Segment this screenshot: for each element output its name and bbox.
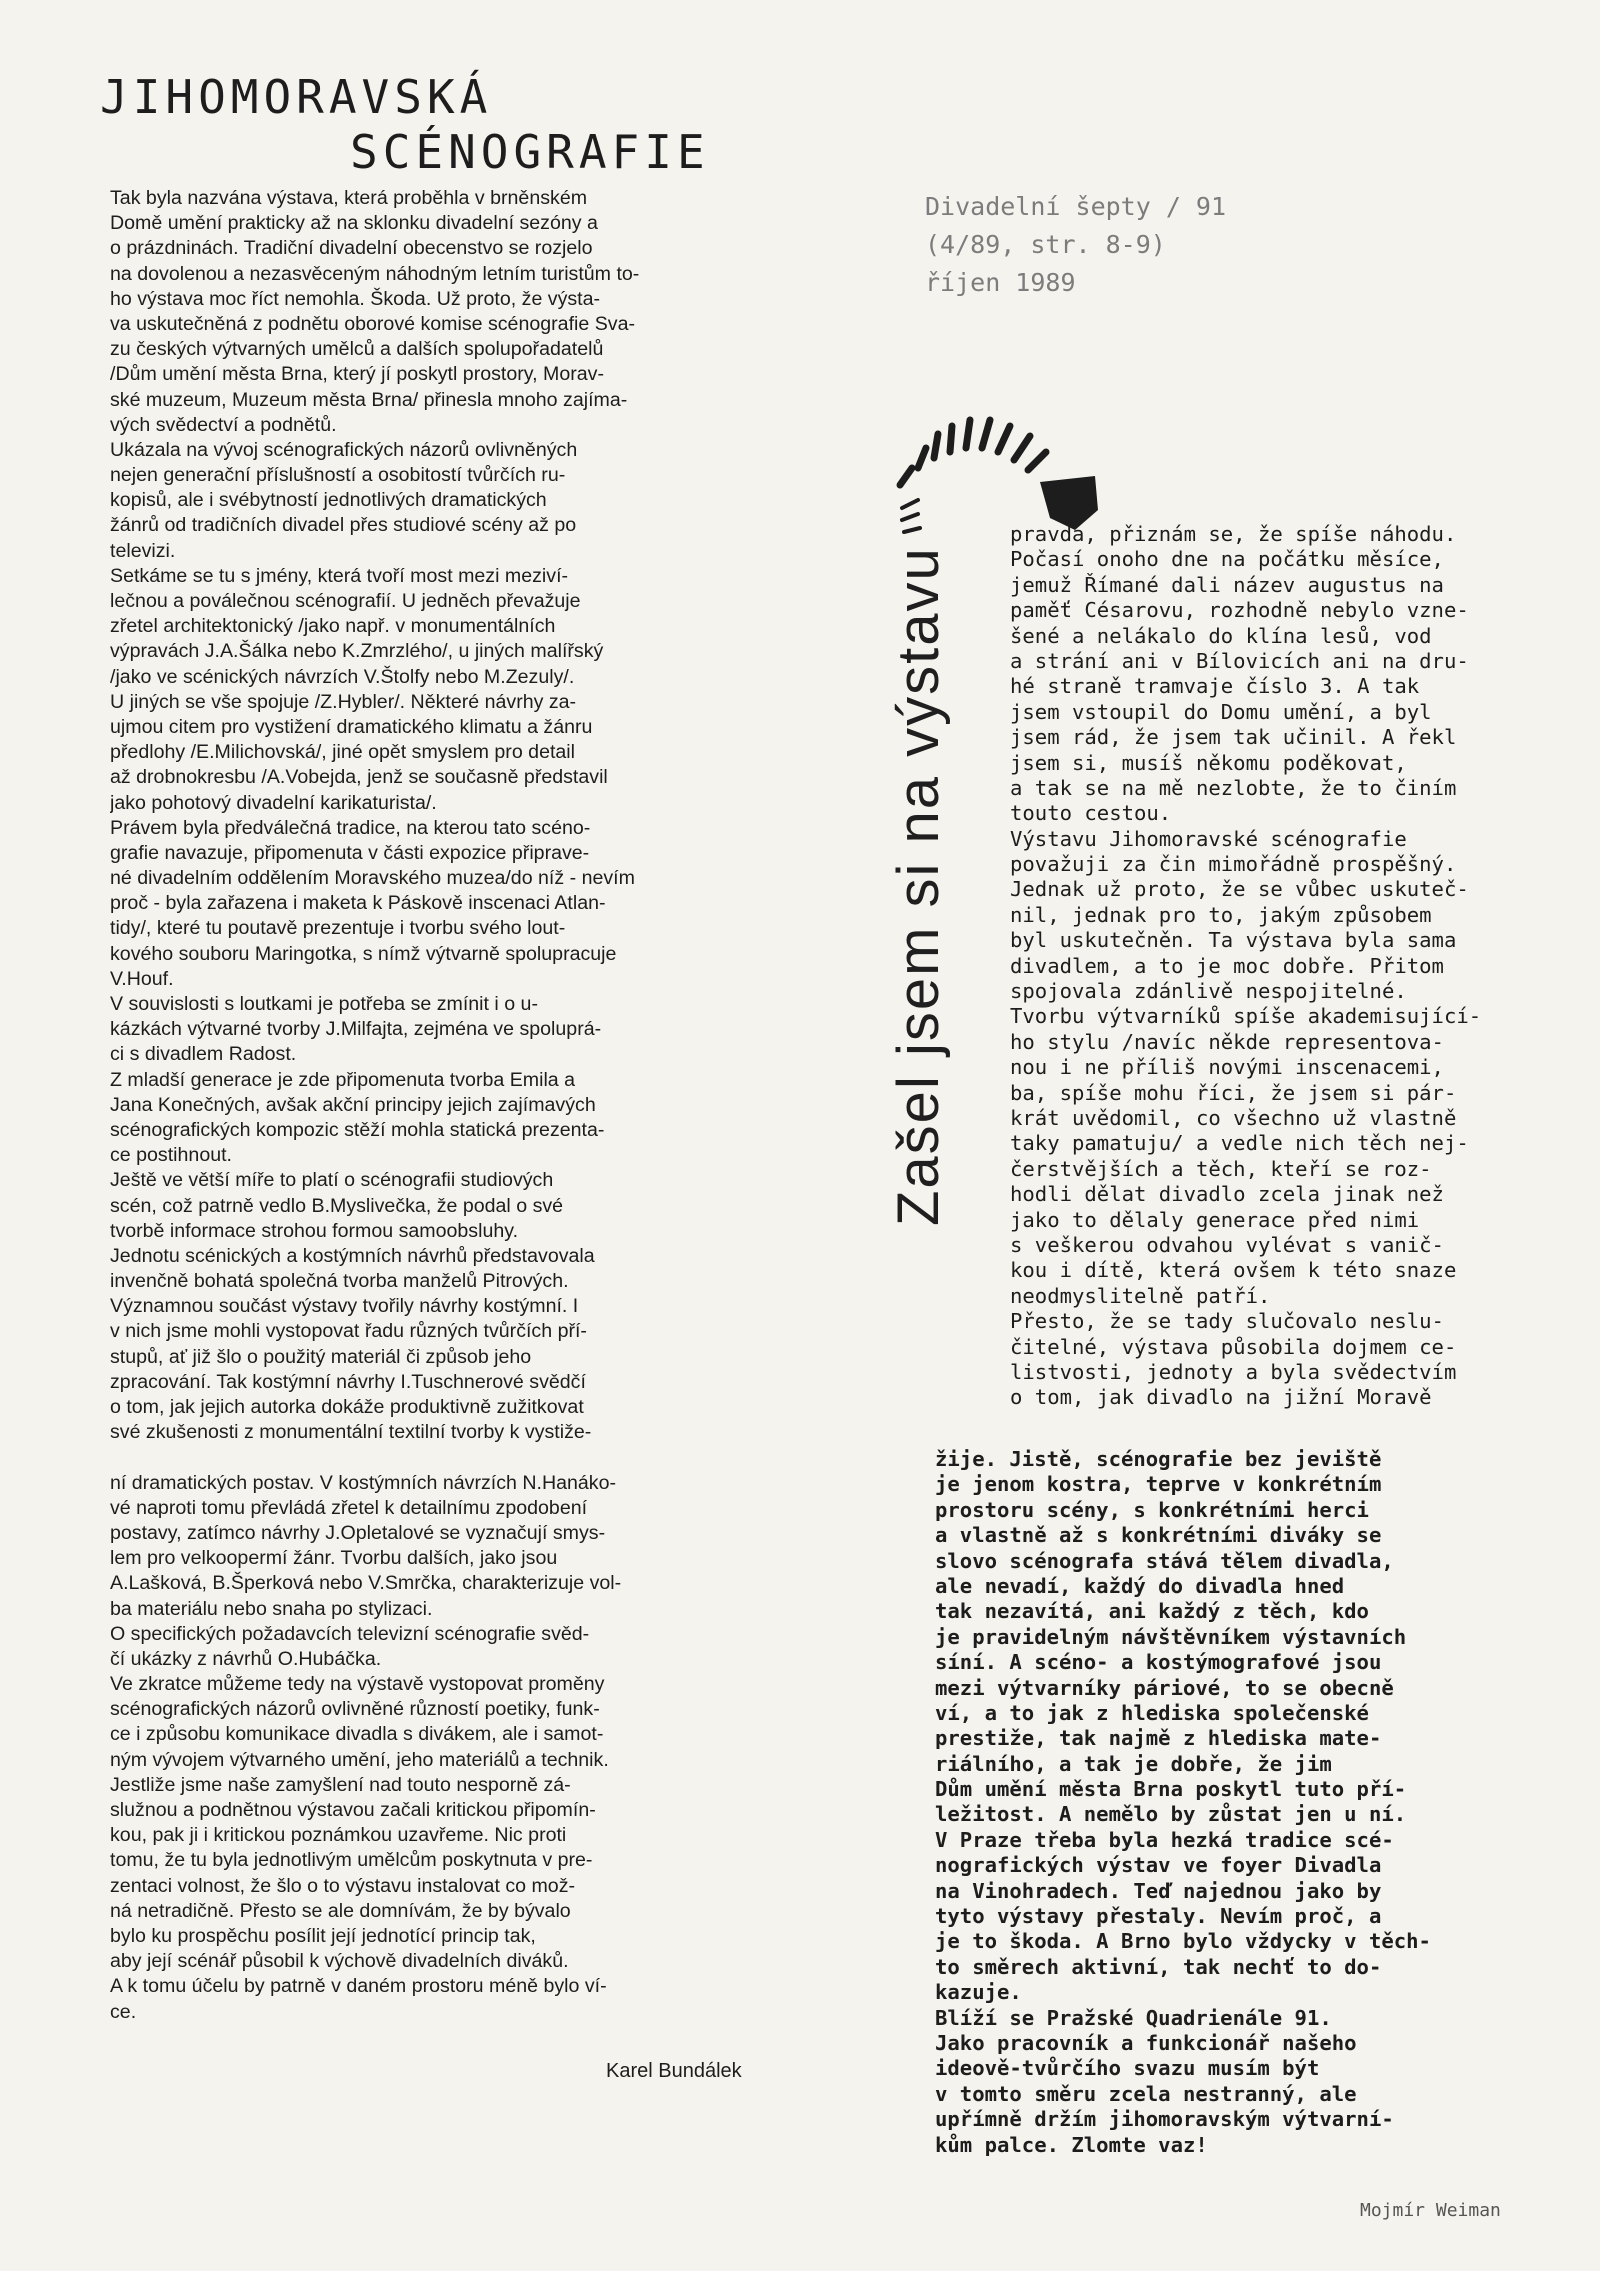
text-line: riálního, a tak je dobře, že jim: [935, 1751, 1332, 1776]
text-line: s veškerou odvahou vylévat s vanič-: [1010, 1232, 1444, 1257]
text-line: považuji za čin mimořádně prospěšný.: [1010, 852, 1457, 877]
text-line: tomu, že tu byla jednotlivým umělcům poskytnuta v pre-: [110, 1849, 593, 1872]
text-line: ale nevadí, každý do divadla hned: [935, 1573, 1345, 1598]
text-line: kům palce. Zlomte vaz!: [935, 2132, 1208, 2157]
text-line: žánrů od tradičních divadel přes studiové scény až po: [110, 514, 577, 537]
text-line: služnou a podnětnou výstavou začali kritickou připomín-: [110, 1799, 596, 1821]
right-article-body-bottom: [935, 1447, 1575, 2158]
text-line: ví, a to jak z hlediska společenské: [935, 1700, 1369, 1725]
text-line: V Praze třeba byla hezká tradice scé-: [935, 1827, 1394, 1852]
text-line: divadlem, a to je moc dobře. Přitom: [1010, 953, 1444, 978]
text-line: ba, spíše mohu říci, že jsem si pár-: [1010, 1080, 1457, 1105]
text-line: Přesto, že se tady slučovalo neslu-: [1010, 1309, 1444, 1334]
text-line: o prázdninách. Tradiční divadelní obecenstvo se rozjelo: [110, 237, 593, 260]
text-line: své zkušenosti z monumentální textilní tvorby k vystiže-: [110, 1421, 592, 1444]
text-line: čerstvějších a těch, kteří se roz-: [1010, 1156, 1432, 1181]
text-line: Výstavu Jihomoravské scénografie: [1010, 826, 1407, 851]
text-line: /Dům umění města Brna, který jí poskytl prostory, Morav-: [110, 363, 604, 386]
text-line: Jako pracovník a funkcionář našeho: [935, 2030, 1357, 2055]
text-line: jsem si, musíš někomu poděkovat,: [1010, 750, 1407, 775]
text-line: tvorbě informace strohou formou samoobsluhy.: [110, 1219, 519, 1242]
text-line: A k tomu účelu by patrně v daném prostoru méně bylo ví-: [110, 1975, 607, 1998]
text-line: Ve zkratce můžeme tedy na výstavě vystopovat proměny: [110, 1673, 605, 1696]
text-line: kou, pak ji i kritickou poznámkou uzavřeme. Nic proti: [110, 1824, 567, 1847]
text-line: vých svědectví a podnětů.: [110, 413, 337, 436]
text-line: jemuž Římané dali název augustus na: [1010, 572, 1444, 597]
text-line: ná netradičně. Přesto se ale domnívám, že by bývalo: [110, 1899, 571, 1922]
text-line: výpravách J.A.Šálka nebo K.Zmrzlého/, u jiných malířský: [110, 640, 604, 663]
text-line: A.Lašková, B.Šperková nebo V.Smrčka, charakterizuje vol-: [110, 1572, 622, 1595]
text-line: zu českých výtvarných umělců a dalších spolupořadatelů: [110, 338, 604, 361]
text-line: upřímně držím jihomoravským výtvarní-: [935, 2107, 1394, 2132]
text-line: Jana Konečných, avšak akční principy jejich zajímavých: [110, 1093, 596, 1116]
text-line: ce.: [110, 2000, 137, 2023]
text-line: kázkách výtvarné tvorby J.Milfajta, zejména ve spoluprá-: [110, 1018, 602, 1041]
text-line: grafie navazuje, připomenuta v části expozice připrave-: [110, 841, 590, 864]
text-line: pravda, přiznám se, že spíše náhodu.: [1010, 522, 1457, 546]
text-line: žije. Jistě, scénografie bez jeviště: [935, 1447, 1382, 1471]
text-line: až drobnokresbu /A.Vobejda, jenž se současně představil: [110, 766, 608, 789]
text-line: prostoru scény, s konkrétními herci: [935, 1497, 1369, 1522]
text-line: O specifických požadavcích televizní scénografie svěd-: [110, 1622, 590, 1645]
text-line: Významnou součást výstavy tvořily návrhy kostýmní. I: [110, 1295, 579, 1318]
text-line: scénografických kompozic stěží mohla statická prezenta-: [110, 1118, 605, 1141]
text-line: Jednak už proto, že se vůbec uskuteč-: [1010, 877, 1469, 902]
left-article-body: [110, 186, 822, 2025]
source-reference: [925, 188, 1226, 302]
text-line: a strání ani v Bílovicích ani na dru-: [1010, 648, 1469, 673]
text-line: ho výstava moc říct nemohla. Škoda. Už proto, že výsta-: [110, 287, 601, 310]
text-line: tak nezavítá, ani každý z těch, kdo: [935, 1599, 1369, 1624]
text-line: zpracování. Tak kostýmní návrhy I.Tuschnerové svědčí: [110, 1370, 586, 1393]
text-line: Z mladší generace je zde připomenuta tvorba Emila a: [110, 1068, 576, 1091]
text-line: jako pohotový divadelní karikaturista/.: [110, 791, 437, 814]
text-line: ce i způsobu komunikace divadla s divákem, ale i samot-: [110, 1723, 604, 1746]
text-line: né divadelním oddělením Moravského muzea/do níž - nevím: [110, 867, 635, 890]
text-line: na dovolenou a nezasvěceným náhodným letním turistům to-: [110, 262, 640, 285]
text-line: ské muzeum, Muzeum města Brna/ přinesla mnoho zajíma-: [110, 388, 628, 411]
text-line: kopisů, ale i svébytností jednotlivých dramatických: [110, 489, 547, 512]
text-line: Setkáme se tu s jmény, která tvoří most mezi meziví-: [110, 564, 569, 587]
text-line: Domě umění prakticky až na sklonku divadelní sezóny a: [110, 212, 598, 235]
text-line: nejen generační příslušností a osobitostí tvůrčích ru-: [110, 464, 566, 487]
text-line: tyto výstavy přestaly. Nevím proč, a: [935, 1904, 1382, 1929]
text-line: ným vývojem výtvarného umění, jeho materiálů a technik.: [110, 1748, 609, 1771]
text-line: kového souboru Maringotka, s nímž výtvarně spolupracuje: [110, 942, 617, 965]
text-line: Ukázala na vývoj scénografických názorů ovlivněných: [110, 438, 578, 461]
text-line: Blíží se Pražské Quadrienále 91.: [935, 2005, 1332, 2030]
text-line: síní. A scéno- a kostýmografové jsou: [935, 1650, 1382, 1675]
text-line: čí ukázky z návrhů O.Hubáčka.: [110, 1647, 382, 1670]
text-line: Právem byla předválečná tradice, na kterou tato scéno-: [110, 816, 591, 839]
left-article-author: Karel Bundálek: [606, 2060, 742, 2082]
text-line: U jiných se vše spojuje /Z.Hybler/. Některé návrhy za-: [110, 690, 577, 713]
source-line-3: říjen 1989: [925, 268, 1076, 297]
text-line: prestiže, tak najmě z hlediska mate-: [935, 1726, 1382, 1751]
text-line: televizi.: [110, 539, 176, 562]
text-line: ujmou citem pro vystižení dramatického klimatu a žánru: [110, 715, 593, 738]
text-line: byl uskutečněn. Ta výstava byla sama: [1010, 928, 1457, 953]
text-line: bylo ku prospěchu posílit její jednotící princip tak,: [110, 1924, 536, 1947]
text-line: to směrech aktivní, tak nechť to do-: [935, 1954, 1382, 1979]
text-line: Tvorbu výtvarníků spíše akademisující-: [1010, 1004, 1482, 1029]
right-article-author: Mojmír Weiman: [1360, 2200, 1501, 2221]
text-line: ní dramatických postav. V kostýmních návrzích N.Hanáko-: [110, 1471, 617, 1494]
title-line-1: JIHOMORAVSKÁ: [100, 70, 493, 124]
text-line: je jenom kostra, teprve v konkrétním: [935, 1472, 1382, 1497]
text-line: a vlastně až s konkrétními diváky se: [935, 1523, 1382, 1548]
text-line: /jako ve scénických návrzích V.Štolfy nebo M.Zezuly/.: [110, 665, 575, 688]
text-line: aby její scénář působil k výchově divadelních diváků.: [110, 1950, 569, 1973]
text-line: tidy/, které tu poutavě prezentuje i tvorbu svého lout-: [110, 917, 566, 940]
text-line: Ještě ve větší míře to platí o scénografii studiových: [110, 1169, 554, 1192]
source-line-2: (4/89, str. 8-9): [925, 230, 1166, 259]
text-line: nou i ne příliš novými inscenacemi,: [1010, 1055, 1444, 1080]
right-article-body-top: [1010, 522, 1585, 1411]
text-line: taky pamatuju/ a vedle nich těch nej-: [1010, 1131, 1469, 1156]
text-line: mezi výtvarníky páriové, to se obecně: [935, 1675, 1394, 1700]
text-line: ba materiálu nebo snaha po stylizaci.: [110, 1597, 433, 1620]
text-line: hodli dělat divadlo zcela jinak než: [1010, 1182, 1444, 1207]
text-line: lečnou a poválečnou scénografií. U jedněch převažuje: [110, 590, 581, 612]
text-line: šené a nelákalo do klína lesů, vod: [1010, 623, 1432, 648]
text-line: čitelné, výstava působila dojmem ce-: [1010, 1334, 1457, 1359]
text-line: ci s divadlem Radost.: [110, 1043, 297, 1066]
text-line: Tak byla nazvána výstava, která proběhla v brněnském: [110, 187, 588, 209]
text-line: postavy, zatímco návrhy J.Opletalové se vyznačují smys-: [110, 1521, 606, 1544]
text-line: na Vinohradech. Teď najednou jako by: [935, 1878, 1382, 1903]
text-line: nografických výstav ve foyer Divadla: [935, 1853, 1382, 1878]
text-line: vé naproti tomu převládá zřetel k detailnímu zpodobení: [110, 1496, 588, 1519]
text-line: [110, 1445, 822, 1470]
text-line: slovo scénografa stává tělem divadla,: [935, 1548, 1394, 1573]
text-line: V souvislosti s loutkami je potřeba se zmínit i o u-: [110, 993, 538, 1015]
text-line: zřetel architektonický /jako např. v monumentálních: [110, 615, 556, 638]
text-line: hé straně tramvaje číslo 3. A tak: [1010, 674, 1420, 699]
text-line: ideově-tvůrčího svazu musím být: [935, 2056, 1320, 2081]
text-line: spojovala zdánlivě nespojitelné.: [1010, 979, 1407, 1004]
text-line: stupů, ať již šlo o použitý materiál či způsob jeho: [110, 1345, 532, 1368]
text-line: jsem rád, že jsem tak učinil. A řekl: [1010, 725, 1457, 750]
text-line: je to škoda. A Brno bylo vždycky v těch-: [935, 1929, 1431, 1954]
text-line: paměť Césarovu, rozhodně nebylo vzne-: [1010, 598, 1469, 623]
text-line: touto cestou.: [1010, 801, 1172, 826]
source-line-1: Divadelní šepty / 91: [925, 192, 1227, 221]
text-line: Počasí onoho dne na počátku měsíce,: [1010, 547, 1444, 572]
text-line: scén, což patrně vedlo B.Myslivečka, že podal o své: [110, 1194, 564, 1217]
text-line: předlohy /E.Milichovská/, jiné opět smyslem pro detail: [110, 741, 576, 764]
text-line: kazuje.: [935, 1980, 1022, 2005]
text-line: v nich jsme mohli vystopovat řadu různých tvůrčích pří-: [110, 1320, 587, 1343]
text-line: listvosti, jednoty a byla svědectvím: [1010, 1359, 1457, 1384]
text-line: Dům umění města Brna poskytl tuto pří-: [935, 1777, 1407, 1802]
text-line: je pravidelným návštěvníkem výstavních: [935, 1624, 1407, 1649]
title-line-2: SCÉNOGRAFIE: [350, 125, 710, 179]
text-line: Jednotu scénických a kostýmních návrhů představovala: [110, 1244, 595, 1267]
text-line: a tak se na mě nezlobte, že to činím: [1010, 775, 1457, 800]
text-line: lem pro velkoopermí žánr. Tvorbu dalších, jako jsou: [110, 1547, 558, 1570]
text-line: nil, jednak pro to, jakým způsobem: [1010, 902, 1432, 927]
text-line: va uskutečněná z podnětu oborové komise scénografie Sva-: [110, 312, 635, 335]
text-line: invenčně bohatá společná tvorba manželů Pitrových.: [110, 1270, 569, 1293]
text-line: scénografických názorů ovlivněné růzností poetiky, funk-: [110, 1698, 600, 1721]
text-line: ležitost. A nemělo by zůstat jen u ní.: [935, 1802, 1407, 1827]
right-article-vertical-title: Zašel jsem si na výstavu: [886, 546, 951, 1226]
text-line: ce postihnout.: [110, 1144, 233, 1167]
text-line: o tom, jak jejich autorka dokáže produktivně zužitkovat: [110, 1396, 584, 1418]
text-line: proč - byla zařazena i maketa k Páskově inscenaci Atlan-: [110, 892, 606, 915]
text-line: jsem vstoupil do Domu umění, a byl: [1010, 699, 1432, 724]
text-line: v tomto směru zcela nestranný, ale: [935, 2081, 1357, 2106]
text-line: ho stylu /navíc někde representova-: [1010, 1029, 1444, 1054]
text-line: kou i dítě, která ovšem k této snaze: [1010, 1258, 1457, 1283]
text-line: V.Houf.: [110, 967, 174, 990]
text-line: o tom, jak divadlo na jižní Moravě: [1010, 1385, 1432, 1410]
text-line: Jestliže jsme naše zamyšlení nad touto nesporně zá-: [110, 1773, 571, 1796]
text-line: jako to dělaly generace před nimi: [1010, 1207, 1420, 1232]
text-line: krát uvědomil, co všechno už vlastně: [1010, 1105, 1457, 1130]
text-line: neodmyslitelně patří.: [1010, 1283, 1271, 1308]
text-line: zentaci volnost, že šlo o to výstavu instalovat co mož-: [110, 1874, 576, 1897]
